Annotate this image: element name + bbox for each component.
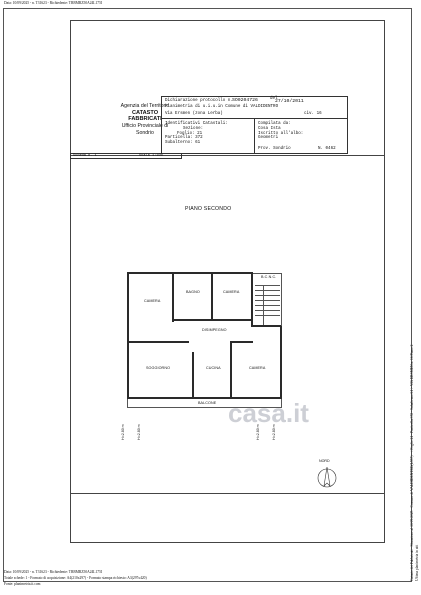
room-cucina: CUCINA (206, 366, 221, 370)
compass-icon (315, 464, 339, 490)
identificativi-section (165, 122, 228, 146)
agency-office: Ufficio Provinciale di (121, 123, 169, 130)
scheda-number: Scheda n. 1 (73, 153, 97, 158)
height-label-1: H=2.80 m (121, 424, 125, 440)
height-label-2: H=2.80 m (137, 424, 141, 440)
dichiarazione-label: Dichiarazione protocollo n. (165, 99, 233, 103)
prov-field: Prov. Sondrio (258, 147, 291, 151)
compilata-section (258, 122, 303, 141)
plan-title: PIANO SECONDO (185, 206, 232, 212)
stair-step-3 (255, 295, 280, 296)
identificativi-title: Identificativi Catastali: (165, 122, 228, 126)
wall-soggiorno-cucina (192, 352, 194, 398)
stair-step-4 (255, 300, 280, 301)
cadastral-header-box (161, 96, 348, 154)
watermark: casa.it (228, 398, 309, 428)
catasto-title: CATASTO FABBRICATI (128, 109, 162, 123)
wall-cucina-camera (230, 341, 232, 398)
wall-camera-right-top (230, 341, 253, 343)
room-camera-top: CAMERA (223, 290, 240, 294)
stair-step-6 (255, 310, 280, 311)
compilata-label: Compilata da: (258, 122, 291, 126)
room-camera-right: CAMERA (249, 366, 266, 370)
address-line: Via Ersmen (zona Lerba) (165, 112, 223, 116)
compilata-name: Cosa Ista (258, 126, 281, 131)
room-disimpegno: DISIMPEGNO (202, 328, 227, 332)
room-soggiorno: SOGGIORNO (146, 366, 171, 370)
stair-top-line (253, 273, 281, 274)
stair-step-2 (255, 290, 280, 291)
room-bcnc: B.C.N.C. (261, 275, 277, 279)
scheda-bar (70, 153, 182, 159)
protocol-date: 27/10/2011 (275, 99, 304, 104)
planimetria-line: Planimetria di u.i.u.in Comune di VALDIDENTRO (165, 105, 279, 109)
agency-name: Agenzia del Territorio (120, 103, 170, 109)
wall-camera-bagno (172, 272, 174, 322)
num-field: N. 0462 (318, 147, 336, 151)
wall-right-lower (280, 327, 282, 399)
floor-plan (120, 265, 300, 415)
sezione-field: Sezione: (183, 126, 204, 131)
north-label: NORD (319, 459, 330, 463)
protocol-number: SO0204726 (232, 98, 258, 103)
scale-label: Scala 1:100 (139, 153, 163, 158)
stair-step-5 (255, 305, 280, 306)
room-bagno: BAGNO (186, 290, 200, 294)
wall-top (127, 272, 253, 274)
balcony-left (127, 399, 128, 407)
height-label-3: H=2.80 m (256, 424, 260, 440)
stair-right-line (281, 273, 282, 326)
albo-label: Iscritto all'albo: (258, 131, 304, 136)
wall-stair-bottom (251, 325, 282, 327)
civic-number: civ. 16 (304, 112, 322, 116)
header-divider (254, 119, 255, 154)
margin-cadastral-text: Catasto dei Fabbricati - Situazione al 10/09/2025 - Comune di VALDIDENTRO(L557) - < Foglio 21 - Particella 372 - Subalterno 61 > VIA ERSMEN n. 16 Piano 2 (410, 344, 414, 581)
wall-upper-rooms (173, 319, 253, 321)
foglio-field: Foglio: 21 (177, 131, 203, 136)
agency-province: Sondrio (136, 129, 154, 136)
wall-soggiorno-top (129, 341, 189, 343)
header-request-line: Data: 10/09/2025 - n. T31623 - Richiedente: TRBMRZ50A24L175I (4, 1, 103, 5)
margin-last-plan: Ultima planimetria in atti (415, 544, 419, 581)
room-balcone: BALCONE (198, 401, 217, 405)
wall-bagno-camera (211, 272, 213, 319)
stair-step-7 (255, 315, 280, 316)
albo-value: Geometri (258, 136, 279, 141)
wall-left (127, 272, 129, 399)
footer-request-line: Data: 10/09/2025 - n. T31623 - Richiedente: TRBMRZ50A24L175I (4, 570, 103, 574)
north-arrow (315, 460, 339, 490)
subalterno-field: Subalterno: 61 (165, 141, 201, 146)
date-label: del (270, 97, 278, 101)
footer-format-line: Totale schede: 1 - Formato di acquisizione: A4(210x297) - Formato stampa richiesto: A3(297x420) (4, 576, 147, 580)
particella-field: Particella: 372 (165, 136, 203, 141)
room-camera-left: CAMERA (144, 299, 161, 303)
footer-source-line: Fonte: planimetria.it.com (4, 582, 41, 586)
dichiarazione-section (162, 97, 347, 119)
height-label-4: H=2.80 m (272, 424, 276, 440)
stair-step-1 (255, 285, 280, 286)
